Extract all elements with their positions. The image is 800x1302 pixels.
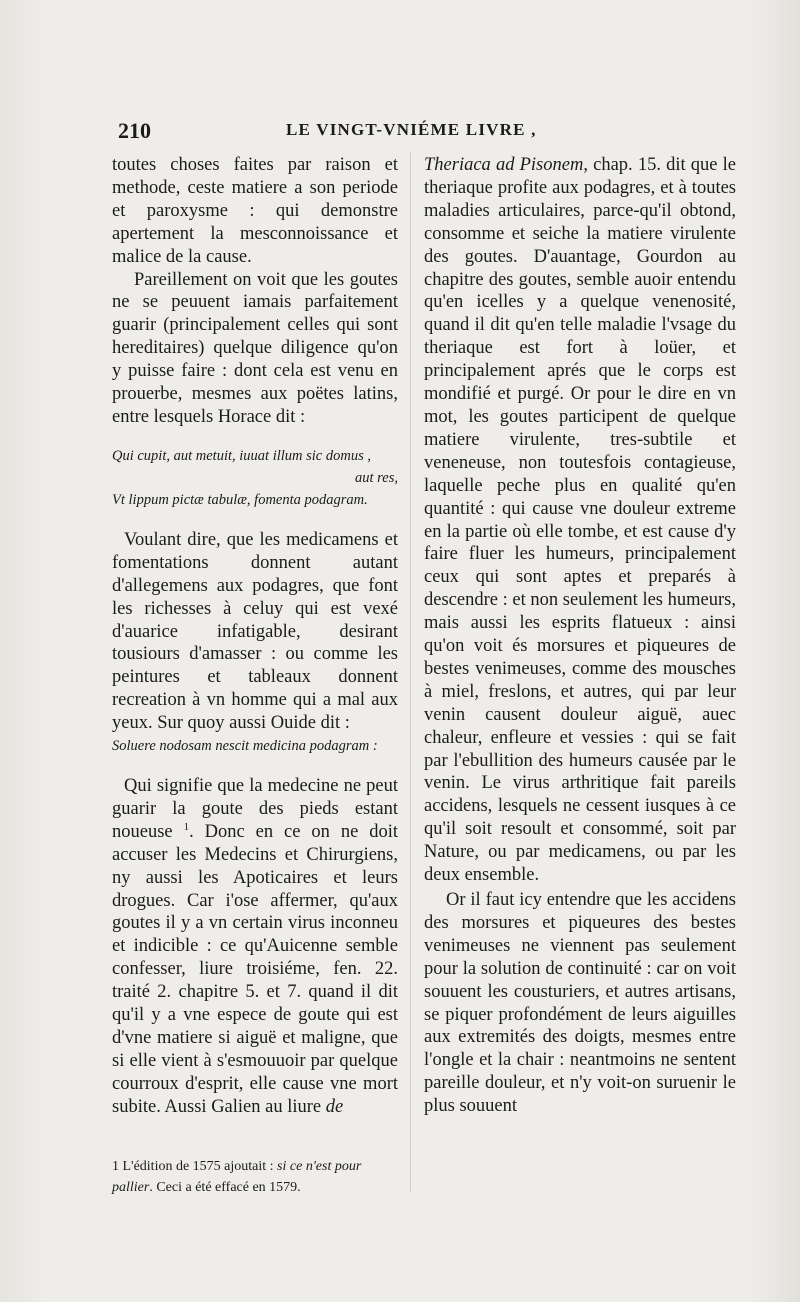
column-divider: [410, 152, 411, 1192]
paragraph-5: [424, 154, 736, 887]
verse-line-2: aut res,: [355, 469, 398, 486]
right-column: [424, 154, 736, 1118]
ovid-quote: Soluere nodosam nescit medicina podagram :: [112, 738, 378, 755]
left-column: [112, 154, 398, 1119]
footnote-text-b: . Ceci a été effacé en 1579.: [149, 1180, 301, 1195]
running-title: LE VINGT-VNIÉME LIVRE ,: [286, 120, 537, 139]
paragraph-4-text-a: Qui signifie que la medecine ne peut guarir la goute des pieds estant noueuse: [112, 776, 398, 842]
paragraph-3: Voulant dire, que les medicamens et fomentations donnent autant d'allegemens aux podagres, que font les richesses à celuy qui est vexé d'auarice infatigable, desirant tousiours d'amasser : ou comme les peintures et tableaux donnent recreation à vn homme qui a mal aux yeux. Sur quoy aussi Ouide dit :: [112, 529, 398, 734]
page-header: [118, 118, 758, 142]
paragraph-4-text-b: . Donc en ce on ne doit accuser les Medecins et Chirurgiens, ny aussi les Apoticaires et leurs drogues. Car i'ose affermer, qu'aux goutes il y a vn certain virus inconneu et indicible : ce qu'Auicenne semble confesser, liure troisiéme, fen. 22. traité 2. chapitre 5. et 7. quand il dit qu'il y a vne espece de goute qui est d'vne matiere si aiguë et maligne, que si elle vient à s'esmouuoir par quelque courroux d'esprit, elle cause vne mort subite. Aussi Galien au liure: [112, 821, 398, 1117]
paragraph-6: Or il faut icy entendre que les accidens des morsures et piqueures des bestes venimeuses ne viennent pas seulement pour la solution de continuité : car on voit souuent les cousturiers, et autres artisans, se piquer profondément de leurs aiguilles aux extremités des doigts, mesmes entre l'ongle et la chair : neantmoins ne sentent pareille douleur, et n'y voit-on suruenir le plus souuent: [424, 890, 736, 1117]
paragraph-2: Pareillement on voit que les goutes ne se peuuent iamais parfaitement guarir (principalement celles qui sont hereditaires) quelque diligence qu'on y puisse faire : dont cela est venu en prouerbe, mesmes aux poëtes latins, entre lesquels Horace dit :: [112, 269, 398, 427]
verse-line-3: Vt lippum pictæ tabulæ, fomenta podagram.: [112, 491, 368, 508]
paragraph-5-text: , chap. 15. dit que le theriaque profite aux podagres, et à toutes maladies articulaires, parce-qu'il obtond, consomme et seiche la matiere virulente des goutes. D'auantage, Gourdon au chapitre des goutes, semble auoir entendu qu'en icelles y a quelque venenosité, quand il dit qu'en telle maladie l'vsage du theriaque est fort à loüer, et principalement aprés que le corps est mondifié et purgé. Or pour le dire en vn mot, les goutes participent de quelque matiere virulente, tres-subtile et veneneuse, non toutesfois contagieuse, laquelle peche plus en qualité qu'en quantité : qui cause vne douleur extreme en la partie où elle tombe, et est cause d'y faire fluer les humeurs, principalement ceux qui sont aptes et preparés à descendre : et non seulement les humeurs, mais aussi les esprits flatueux : ainsi qu'on voit és morsures et piqueures de bestes venimeuses, comme des mousches à miel, freslons, et autres, qui par leur venin causent douleur aiguë, auec chaleur, enfleure et vessies : qui se fait par l'ebullition des humeurs causée par le venin. Le virus arthritique fait pareils accidens, lesquels ne cessent iusques à ce qu'il soit resoult et consommé, soit par Nature, ou par medicamens, ou par les deux ensemble.: [424, 155, 736, 886]
paragraph-4-end: de: [325, 1096, 344, 1117]
book-title-reference: Theriaca ad Pisonem: [424, 155, 584, 175]
footnote-text-a: L'édition de 1575 ajoutait :: [122, 1159, 274, 1174]
footnote-marker: 1: [112, 1159, 119, 1174]
paragraph-1: toutes choses faites par raison et methode, ceste matiere a son periode et paroxysme : qui demonstre apertement la mesconnoissance et malice de la cause.: [112, 155, 398, 267]
paragraph-4: [112, 775, 398, 1119]
verse-line-1: Qui cupit, aut metuit, iuuat illum sic domus ,: [112, 447, 371, 464]
page-number: 210: [118, 118, 151, 143]
footnote-reference: 1: [183, 820, 190, 833]
horace-verse: [112, 445, 398, 511]
footnote-italic: si ce n'est pour pallier: [112, 1159, 362, 1195]
footnote: [112, 1156, 402, 1198]
